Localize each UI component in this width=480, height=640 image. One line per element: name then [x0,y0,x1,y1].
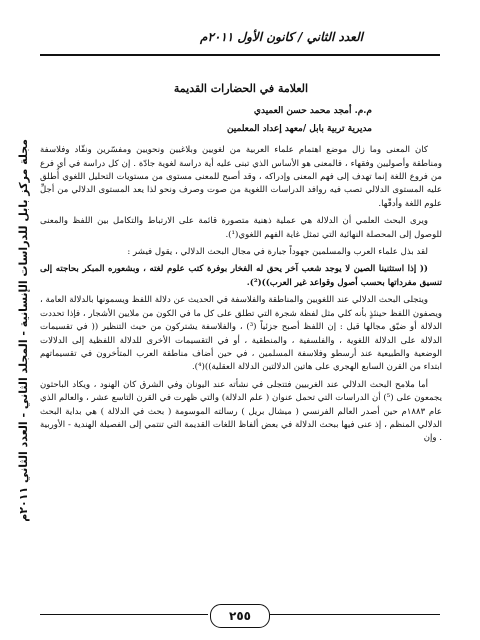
paragraph-1: كان المعنى وما زال موضع اهتمام علماء العربية من لغويين وبلاغيين ونحويين ومفسّرين ونقّاد وفلاسفة ومناطقة وأصوليين وفقهاء ، فالمعنى هو الأساس الذي تبنى عليه أية دراسة لغوية جادّة . إن كل دراسة في أي فرع من فروع اللغة إنما تهدف إلى فهم المعنى وإدراكه ، وقد أصبح للمعنى مستوى من مستويات التحليل اللغوي أُطلق عليه المستوى الدلالي تصب فيه روافد الدراسات اللغوية من صوت وصرف ونحو لذا يعد المستوى الدلالي من أجلِّ علوم اللغة وأدقّها. [40,145,442,209]
author-name: م.م. أمجد محمد حسن العميدي [253,106,372,117]
journal-side-text: مجلة مركز بابل للدراسات الإنسانية - المجلد الثاني - العدد الثاني ٢٠١١م [16,138,30,522]
header-rule [40,54,440,56]
footer-rule-right [270,614,440,615]
quote-fischer: (( إذا استثنينا الصين لا يوجد شعب آخر يحق له الفخار بوفرة كتب علوم لغته ، وبشعوره المبكر بحاجته إلى تنسيق مفرداتها بحسب أصول وقواعد غير العرب))(²). [40,264,442,288]
running-header [40,30,440,56]
paragraph-5: ويتجلى البحث الدلالي عند اللغويين والمناطقة والفلاسفة في الحديث عن دلالة اللفظ ويسمونها بالدلالة العامة ، ويصفون اللفظ حينئذٍ بأنه كلي مثل لفظة شجرة التي تطلق على كل ما في الكون من ملايين الأشجار ، فإذا تحددت الدلالة أو ضيّق مجالها قيل : إن اللفظ أصبح جزئياً (³) ، والفلاسفة يشتركون من حيث التنظير (( في تقسيمات الدلالة على الدلالة اللغوية ، والفلسفية ، والمنطقية ، أو في التقسيمات الأخرى للدلالة اللفظية إلى الدلالات الوضعية والطبيعية عند أرسطو وفلاسفة المسلمين ، في حين أضاف مناطقة العرب المتأخرون في تقسيماتهم ابتداء من القرن السابع الهجري على هاتين الدلالتين الدلالة العقلية))(⁴). [40,295,442,373]
issue-label: العدد الثاني / كانون الأول ٢٠١١م [200,30,363,44]
paragraph-2: ويرى البحث العلمي أن الدلالة هي عملية ذهنية متصورة قائمة على الارتباط والتكامل بين اللفظ والمعنى للوصول إلى المحصلة النهائية التي تمثل غاية الفهم اللغوي(¹). [40,216,442,240]
author-affiliation: مديرية تربية بابل /معهد إعداد المعلمين [226,123,372,134]
footer-rule-left [40,614,208,615]
article-title: العلامة في الحضارات القديمة [173,82,309,95]
paragraph-6: أما ملامح البحث الدلالي عند الغربيين فتتجلى في نشأته عند اليونان وفي الشرق كان الهنود ، ويكاد الباحثون يجمعون على (⁵) أن الدراسات التي تحمل عنوان ( علم الدلالة) والتي ظهرت في القرن التاسع عشر ، والعالم الذي عام ١٨٨٣م حين أصدر العالم الفرنسي ( ميشال بريل ) رسالته الموسومة ( بحث في الدلالة ) هي بداية البحث الدلالي المنظم ، إذ عنى فيها ببحث الدلالة في بعض ألفاظ اللغات القديمة التي تنتمي إلى الفصيلة الهندية - الأوربية . وإن [40,379,442,444]
journal-side-band [14,70,32,590]
paragraph-3: لقد بذل علماء العرب والمسلمين جهوداً جبارة في مجال البحث الدلالي ، يقول فيشر : [127,247,428,258]
article-body [40,68,442,570]
page-number: ٢٥٥ [210,604,270,628]
